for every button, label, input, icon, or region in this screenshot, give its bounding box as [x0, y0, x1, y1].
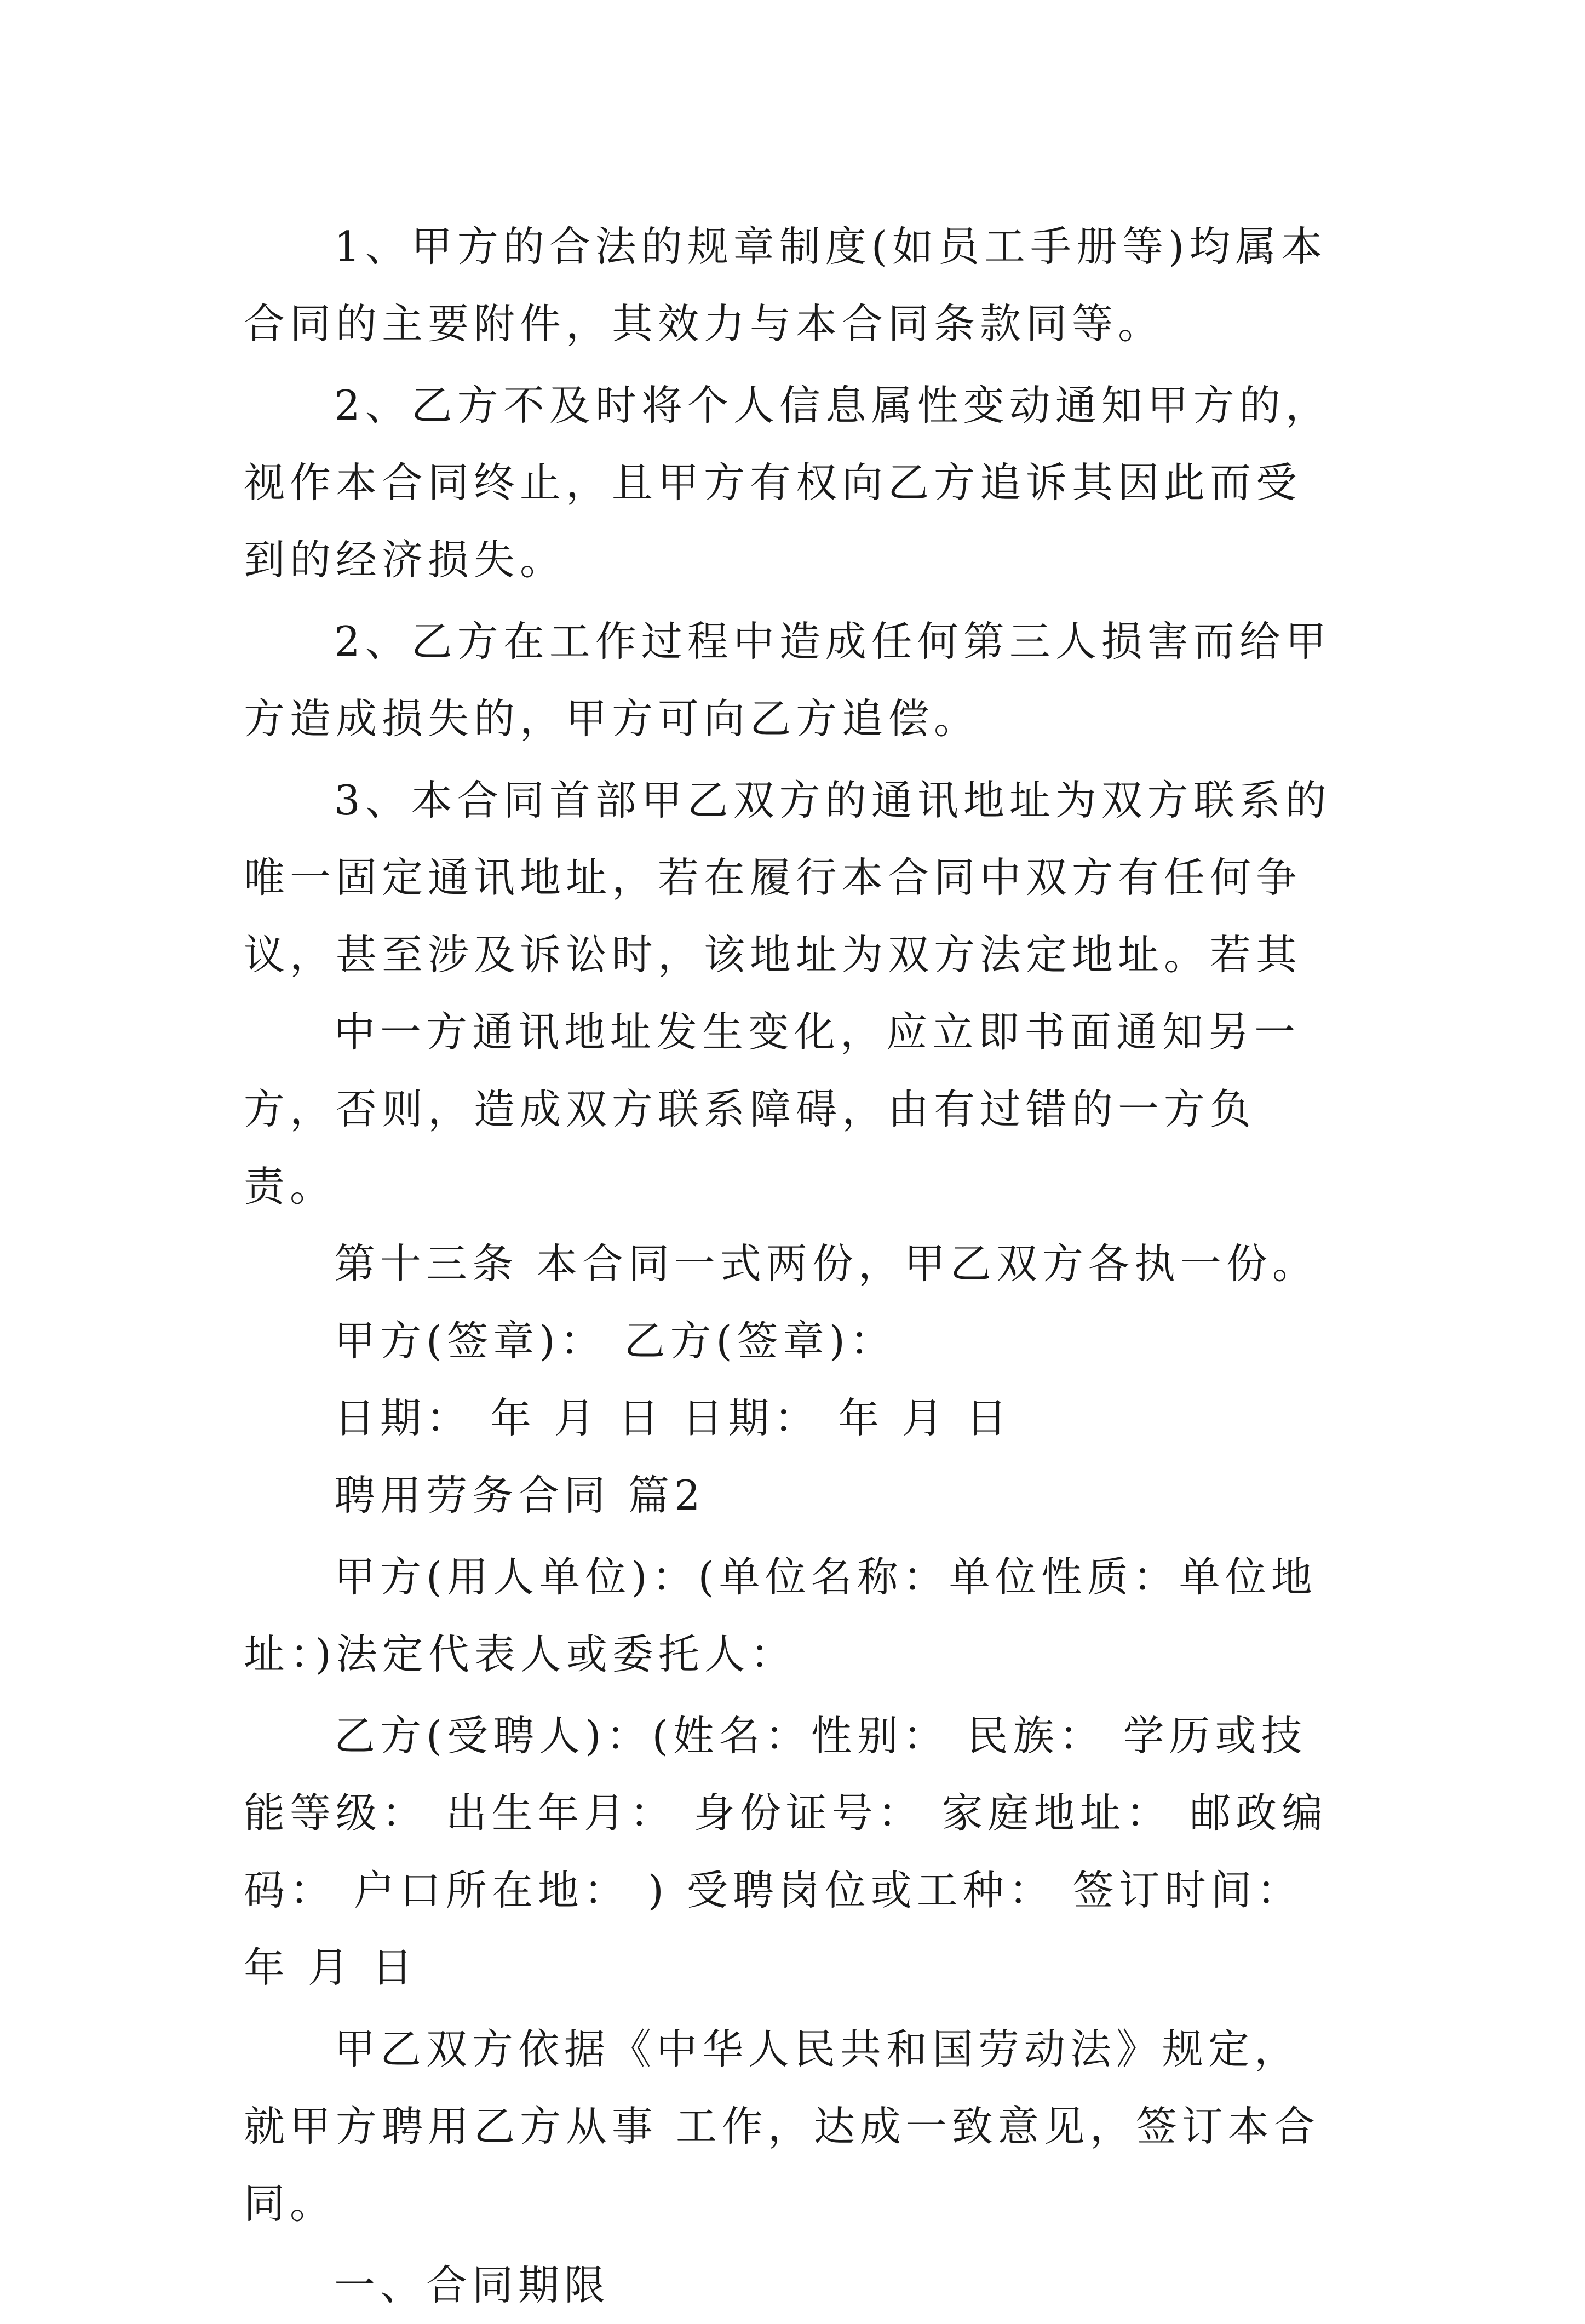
- document-body: [244, 208, 1345, 2324]
- paragraph-address: 3、本合同首部甲乙双方的通讯地址为双方联系的唯一固定通讯地址，若在履行本合同中双方有任何争议，甚至涉及诉讼时，该地址为双方法定地址。若其: [244, 776, 1331, 979]
- party-b-info: 乙方(受聘人)：(姓名：性别： 民族： 学历或技能等级： 出生年月： 身份证号： 家庭地址： 邮政编码： 户口所在地： ) 受聘岗位或工种： 签订时间： 年 月 日: [244, 1712, 1328, 1992]
- agreement-basis: 甲乙双方依据《中华人民共和国劳动法》规定，就甲方聘用乙方从事 工作，达成一致意见，签订本合同。: [244, 2025, 1320, 2228]
- party-a-info: 甲方(用人单位)：(单位名称：单位性质：单位地址：)法定代表人或委托人：: [244, 1553, 1317, 1678]
- date-line: 日期： 年 月 日 日期： 年 月 日: [334, 1394, 1012, 1442]
- article-thirteen: 第十三条 本合同一式两份，甲乙双方各执一份。: [334, 1240, 1318, 1288]
- paragraph-rules-attachment: 1、甲方的合法的规章制度(如员工手册等)均属本合同的主要附件，其效力与本合同条款同等。: [244, 222, 1328, 348]
- paragraph-info-change: 2、乙方不及时将个人信息属性变动通知甲方的，视作本合同终止，且甲方有权向乙方追诉其因此而受到的经济损失。: [244, 381, 1331, 584]
- contract-term-heading: 一、合同期限: [334, 2261, 611, 2309]
- paragraph-third-party-damage: 2、乙方在工作过程中造成任何第三人损害而给甲方造成损失的，甲方可向乙方追偿。: [244, 617, 1331, 743]
- paragraph-address-change: 中一方通讯地址发生变化，应立即书面通知另一方，否则，造成双方联系障碍，由有过错的一方负责。: [244, 1008, 1301, 1210]
- section-heading: 聘用劳务合同 篇2: [334, 1471, 705, 1519]
- signature-line: 甲方(签章)： 乙方(签章)：: [334, 1317, 896, 1365]
